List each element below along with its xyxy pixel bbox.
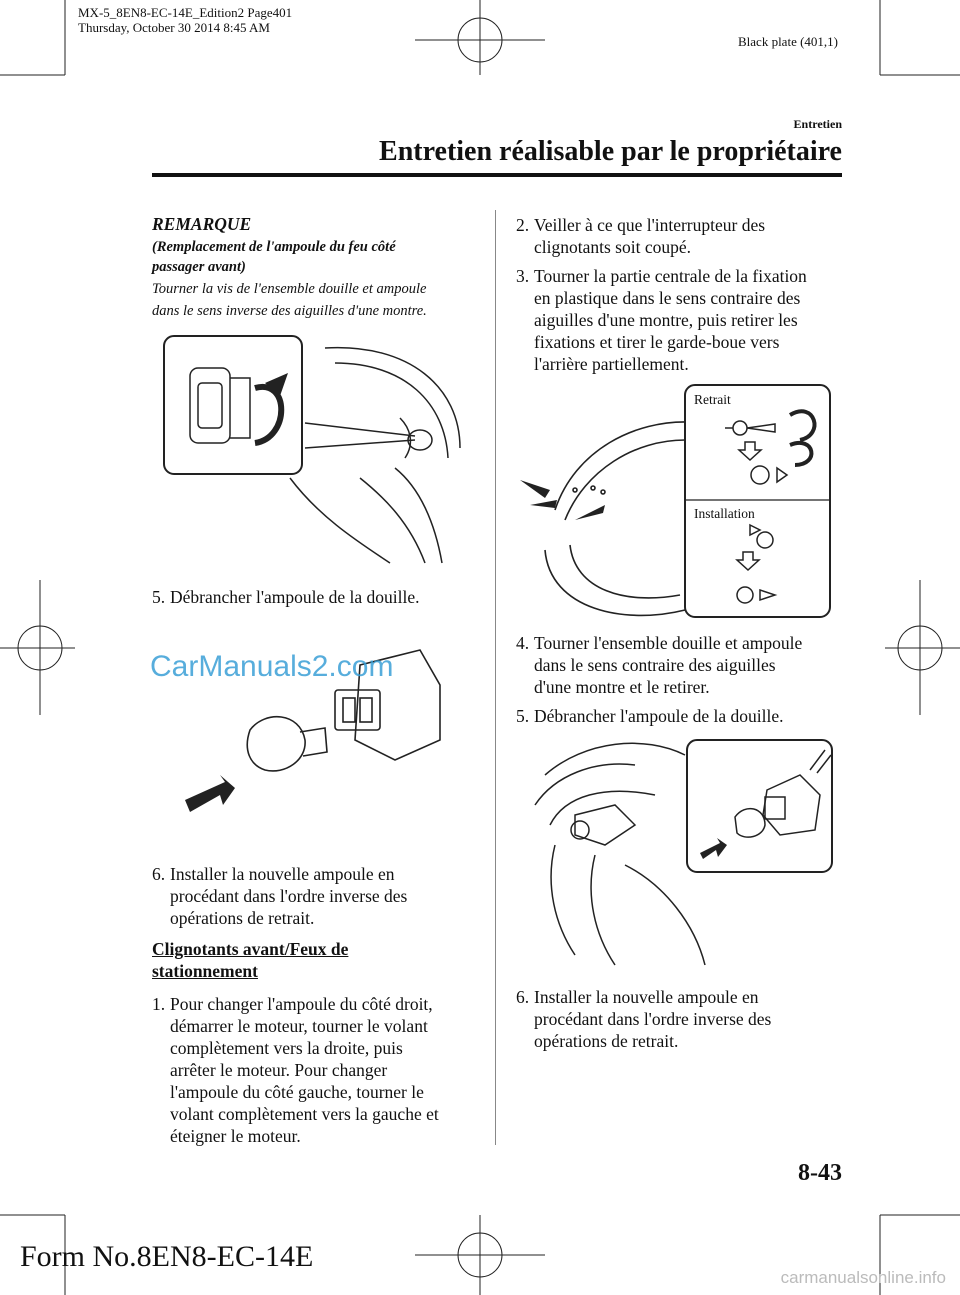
step-2-line: clignotants soit coupé. [534,237,691,257]
step-1-line: l'ampoule du côté gauche, tourner le [170,1082,424,1102]
step-number: 2. [516,215,530,235]
step-number: 5. [152,587,166,607]
step-4-line: dans le sens contraire des aiguilles [534,655,776,675]
step-1-line: arrêter le moteur. Pour changer [170,1060,388,1080]
section-label: Entretien [793,117,842,131]
step-number: 6. [152,864,166,884]
subheading-line-1: Clignotants avant/Feux de [152,939,349,959]
page-number: 8-43 [798,1160,842,1186]
step-2-line: Veiller à ce que l'interrupteur des [534,215,766,235]
step-6-line: opérations de retrait. [170,908,315,928]
step-number: 4. [516,633,530,653]
step-3-line: Tourner la partie centrale de la fixation [534,266,807,286]
step-4-line: Tourner l'ensemble douille et ampoule [534,633,803,653]
step-5-text: Débrancher l'ampoule de la douille. [170,587,420,607]
step-5-text: Débrancher l'ampoule de la douille. [534,706,784,726]
step-6-line: Installer la nouvelle ampoule en [170,864,395,884]
remarque-subtitle-2: passager avant) [152,259,246,275]
step-number: 6. [516,987,530,1007]
column-divider [495,210,496,1145]
page-title: Entretien réalisable par le propriétaire [379,136,842,167]
step-6-line: procédant dans l'ordre inverse des [170,886,408,906]
step-3-line: aiguilles d'une montre, puis retirer les [534,310,798,330]
subheading-line-2: stationnement [152,961,258,981]
title-rule [152,173,842,177]
remarque-label: REMARQUE [152,214,252,234]
step-1-line: Pour changer l'ampoule du côté droit, [170,994,433,1014]
step-3-line: l'arrière partiellement. [534,354,689,374]
step-number: 1. [152,994,166,1014]
step-1-line: volant complètement vers la gauche et [170,1104,439,1124]
headlamp-bulb-illustration [515,735,835,975]
file-info-line: MX-5_8EN8-EC-14E_Edition2 Page401 [78,5,293,20]
fender-fastener-illustration [515,380,835,620]
step-3-line: fixations et tirer le garde-boue vers [534,332,780,352]
remarque-text-2: dans le sens inverse des aiguilles d'une montre. [152,303,427,319]
form-number: Form No.8EN8-EC-14E [20,1240,314,1273]
step-6-line: opérations de retrait. [534,1031,679,1051]
step-4-line: d'une montre et le retirer. [534,677,710,697]
carmanuals-watermark: CarManuals2.com [150,650,394,683]
step-1-line: complètement vers la droite, puis [170,1038,403,1058]
black-plate-label: Black plate (401,1) [738,34,838,49]
step-6-line: procédant dans l'ordre inverse des [534,1009,772,1029]
step-3-line: en plastique dans le sens contraire des [534,288,801,308]
site-watermark: carmanualsonline.info [780,1268,946,1287]
step-6-line: Installer la nouvelle ampoule en [534,987,759,1007]
remarque-text-1: Tourner la vis de l'ensemble douille et ampoule [152,281,427,297]
retrait-label: Retrait [694,392,731,407]
date-line: Thursday, October 30 2014 8:45 AM [78,20,270,35]
step-1-line: éteigner le moteur. [170,1126,301,1146]
step-1-line: démarrer le moteur, tourner le volant [170,1016,428,1036]
remarque-subtitle-1: (Remplacement de l'ampoule du feu côté [152,239,396,255]
step-number: 3. [516,266,530,286]
socket-screw-illustration [160,328,470,568]
installation-label: Installation [694,506,755,521]
step-number: 5. [516,706,530,726]
